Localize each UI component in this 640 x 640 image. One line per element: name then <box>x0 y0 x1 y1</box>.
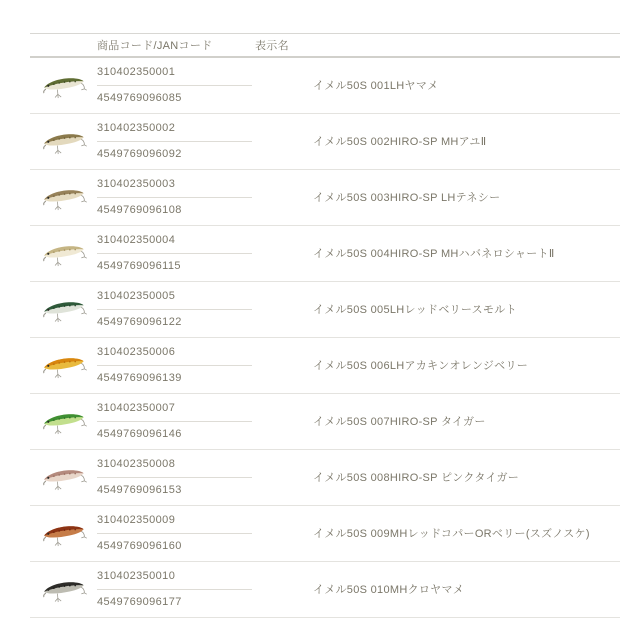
jan-code: 4549769096085 <box>97 92 182 104</box>
lure-thumbnail-icon <box>41 235 87 273</box>
display-name: イメル50S 008HIRO-SP ピンクタイガー <box>313 471 520 484</box>
lure-thumbnail-cell <box>30 571 97 609</box>
code-divider <box>97 477 252 478</box>
display-name: イメル50S 002HIRO-SP MHアユⅡ <box>313 135 487 148</box>
jan-code: 4549769096177 <box>97 596 182 608</box>
jan-code: 4549769096146 <box>97 428 182 440</box>
display-name-cell <box>283 583 620 597</box>
code-cell <box>97 402 283 441</box>
product-code: 310402350004 <box>97 234 176 246</box>
display-name: イメル50S 007HIRO-SP タイガー <box>313 415 486 428</box>
code-cell <box>97 514 283 553</box>
jan-code: 4549769096108 <box>97 204 182 216</box>
jan-code: 4549769096139 <box>97 372 182 384</box>
table-row <box>30 58 620 114</box>
display-name: イメル50S 010MHクロヤマメ <box>313 583 465 596</box>
lure-thumbnail-cell <box>30 67 97 105</box>
table-row <box>30 394 620 450</box>
lure-thumbnail-icon <box>41 179 87 217</box>
lure-thumbnail-cell <box>30 347 97 385</box>
code-cell <box>97 458 283 497</box>
product-code: 310402350010 <box>97 570 176 582</box>
product-code: 310402350003 <box>97 178 176 190</box>
table-row <box>30 506 620 562</box>
lure-thumbnail-cell <box>30 179 97 217</box>
code-cell <box>97 178 283 217</box>
table-row <box>30 226 620 282</box>
display-name-cell <box>283 191 620 205</box>
lure-thumbnail-cell <box>30 123 97 161</box>
lure-thumbnail-cell <box>30 235 97 273</box>
display-name-cell <box>283 471 620 485</box>
code-divider <box>97 141 252 142</box>
code-column-header: 商品コード/JANコード <box>97 40 213 52</box>
display-name: イメル50S 004HIRO-SP MHハバネロシャートⅡ <box>313 247 555 260</box>
display-name-cell <box>283 135 620 149</box>
display-name-cell <box>283 79 620 93</box>
jan-code: 4549769096160 <box>97 540 182 552</box>
code-cell <box>97 290 283 329</box>
lure-thumbnail-icon <box>41 347 87 385</box>
jan-code: 4549769096153 <box>97 484 182 496</box>
jan-code: 4549769096122 <box>97 316 182 328</box>
code-divider <box>97 253 252 254</box>
lure-thumbnail-cell <box>30 403 97 441</box>
product-code: 310402350008 <box>97 458 176 470</box>
table-header-row <box>30 33 620 58</box>
code-cell <box>97 234 283 273</box>
code-cell <box>97 570 283 609</box>
code-cell <box>97 66 283 105</box>
code-divider <box>97 85 252 86</box>
table-row <box>30 338 620 394</box>
code-divider <box>97 365 252 366</box>
lure-thumbnail-cell <box>30 459 97 497</box>
lure-thumbnail-cell <box>30 515 97 553</box>
display-name-cell <box>283 359 620 373</box>
display-name: イメル50S 009MHレッドコパーORベリー(スズノスケ) <box>313 527 590 540</box>
display-name: イメル50S 003HIRO-SP LHテネシー <box>313 191 501 204</box>
product-code: 310402350002 <box>97 122 176 134</box>
lure-thumbnail-icon <box>41 291 87 329</box>
display-name: イメル50S 006LHアカキンオレンジベリー <box>313 359 529 372</box>
lure-thumbnail-icon <box>41 571 87 609</box>
table-row <box>30 170 620 226</box>
table-row <box>30 562 620 618</box>
lure-thumbnail-icon <box>41 515 87 553</box>
lure-thumbnail-icon <box>41 67 87 105</box>
code-divider <box>97 421 252 422</box>
jan-code: 4549769096092 <box>97 148 182 160</box>
table-row <box>30 450 620 506</box>
code-divider <box>97 589 252 590</box>
jan-code: 4549769096115 <box>97 260 181 272</box>
product-code: 310402350006 <box>97 346 176 358</box>
product-code: 310402350007 <box>97 402 176 414</box>
lure-thumbnail-cell <box>30 291 97 329</box>
lure-thumbnail-icon <box>41 123 87 161</box>
lure-thumbnail-icon <box>41 459 87 497</box>
code-cell <box>97 122 283 161</box>
display-name-cell <box>283 247 620 261</box>
display-name-cell <box>283 527 620 541</box>
table-row <box>30 114 620 170</box>
code-divider <box>97 197 252 198</box>
table-body <box>30 58 620 618</box>
code-divider <box>97 309 252 310</box>
display-name-cell <box>283 303 620 317</box>
display-name: イメル50S 001LHヤマメ <box>313 79 439 92</box>
product-code: 310402350009 <box>97 514 176 526</box>
code-divider <box>97 533 252 534</box>
name-column-header: 表示名 <box>255 40 289 52</box>
table-row <box>30 282 620 338</box>
product-table <box>30 33 620 618</box>
display-name-cell <box>283 415 620 429</box>
lure-thumbnail-icon <box>41 403 87 441</box>
product-code: 310402350001 <box>97 66 176 78</box>
code-cell <box>97 346 283 385</box>
product-code: 310402350005 <box>97 290 176 302</box>
display-name: イメル50S 005LHレッドベリースモルト <box>313 303 517 316</box>
